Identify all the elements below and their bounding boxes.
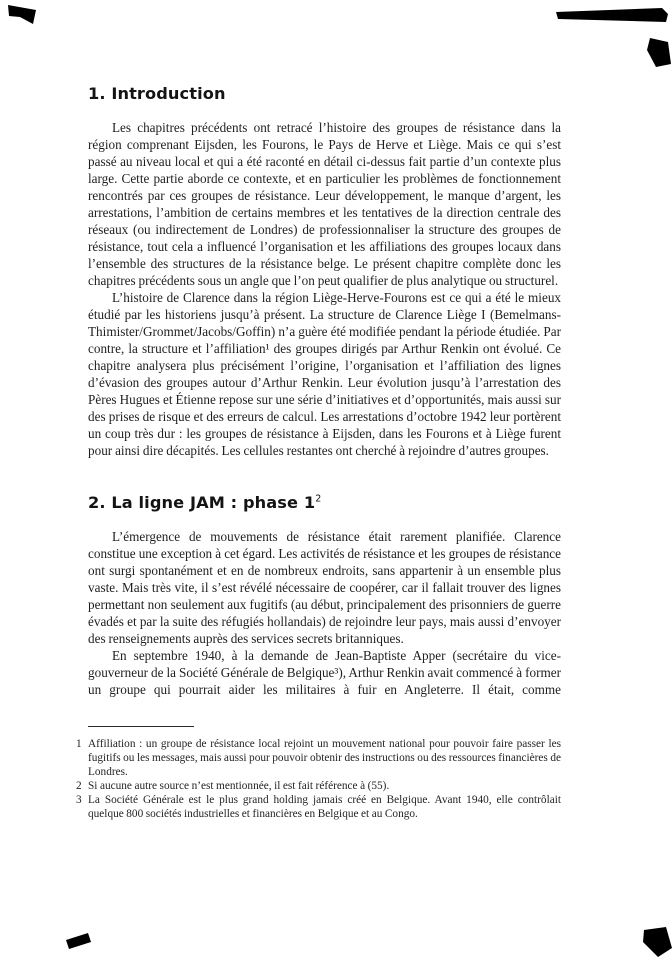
scan-artifact-top-left-icon: [8, 5, 36, 24]
footnote-1-number: 1: [76, 738, 82, 750]
footnote-3-text: La Société Générale est le plus grand holding jamais créé en Belgique. Avant 1940, elle contrôlait quelque 800 sociétés industrielles et financières en Belgique et au Congo.: [88, 794, 561, 820]
footnote-3-number: 3: [76, 794, 82, 806]
scan-artifact-right-edge-icon: [647, 38, 671, 67]
footnote-2: [76, 779, 561, 793]
footnote-1: [76, 737, 561, 779]
footnote-1-text: Affiliation : un groupe de résistance local rejoint un mouvement national pour pouvoir faire passer les fugitifs ou les messages, mais aussi pour pouvoir obtenir des instructions ou des ressources financières de Londres.: [88, 738, 562, 778]
section-1-paragraph-1: Les chapitres précédents ont retracé l’histoire des groupes de résistance dans la région comprenant Eijsden, les Fourons, le Pays de Herve et Liège. Mais ce qui s’est passé au niveau local et qui a été raconté en détail ci-dessus fait partie d’un contexte plus large. Cette partie aborde ce contexte, et en particulier les problèmes de fonctionnement rencontrés par ces groupes de résistance. Leur développement, le manque d’argent, les arrestations, l’ambition de certains membres et les tentatives de la direction centrale des réseaux (ou indirectement de Londres) de professionnaliser la structure des groupes de résistance, tout cela a influencé l’organisation et les affiliations des groupes locaux dans l’ensemble des structures de la résistance belge. Le présent chapitre complète donc les chapitres précédents sous un angle que l’on peut qualifier de plus analytique ou structurel.: [88, 120, 561, 288]
section-1-paragraph-2: L’histoire de Clarence dans la région Liège-Herve-Fourons est ce qui a été le mieux étudié par les historiens jusqu’à présent. La structure de Clarence Liège I (Bemelmans-Thimister/Grommet/Jacobs/Goffin) n’a guère été modifiée pendant la période étudiée. Par contre, la structure et l’affiliation¹ des groupes dirigés par Arthur Renkin ont évolué. Ce chapitre analysera plus précisément l’origine, l’organisation et l’affiliation des lignes d’évasion des groupes autour d’Arthur Renkin. Leur évolution jusqu’à l’arrestation des Pères Hugues et Étienne repose sur une série d’initiatives et d’opportunités, mais aussi sur des prises de risque et des erreurs de calcul. Les arrestations d’octobre 1942 leur portèrent un coup très dur : les groupes de résistance à Eijsden, dans les Fourons et à Liège furent pour ainsi dire décapités. Les cellules restantes ont cherché à rejoindre d’autres groupes.: [88, 290, 561, 458]
section-2-paragraph-1: L’émergence de mouvements de résistance était rarement planifiée. Clarence constitue une exception à cet égard. Les activités de résistance et les groupes de résistance ont surgi spontanément et en de nombreux endroits, sans appartenir à un ensemble plus vaste. Mais très vite, il s’est révélé nécessaire de coopérer, car il fallait trouver des lignes permettant non seulement aux fugitifs (au début, principalement des prisonniers de guerre évadés et par la suite des réfugiés hollandais) de rejoindre leur pays, mais aussi d’envoyer des renseignements auprès des services secrets britanniques.: [88, 529, 561, 646]
scan-artifact-bottom-left-icon: [66, 933, 91, 949]
scan-artifact-bottom-right-icon: [643, 927, 672, 957]
footnote-2-text: Si aucune autre source n’est mentionnée, il est fait référence à (55).: [88, 780, 390, 792]
section-2-heading-label: 2. La ligne JAM : phase 1: [88, 493, 316, 512]
page-text-block: [76, 84, 562, 821]
scan-artifact-top-right-icon: [556, 8, 668, 22]
section-2-heading: [88, 493, 561, 513]
section-1-heading: 1. Introduction: [88, 84, 226, 103]
footnotes-block: [76, 737, 561, 821]
footnote-3: [76, 793, 561, 821]
section-2-heading-footnote-ref: 2: [315, 493, 322, 505]
footnote-2-number: 2: [76, 780, 82, 792]
section-2-paragraph-2: En septembre 1940, à la demande de Jean-Baptiste Apper (secrétaire du vice-gouverneur de la Société Générale de Belgique³), Arthur Renkin avait commencé à former un groupe qui pourrait aider les militaires à fuir en Angleterre. Il était, comme: [88, 648, 561, 697]
footnote-separator: [88, 726, 194, 727]
